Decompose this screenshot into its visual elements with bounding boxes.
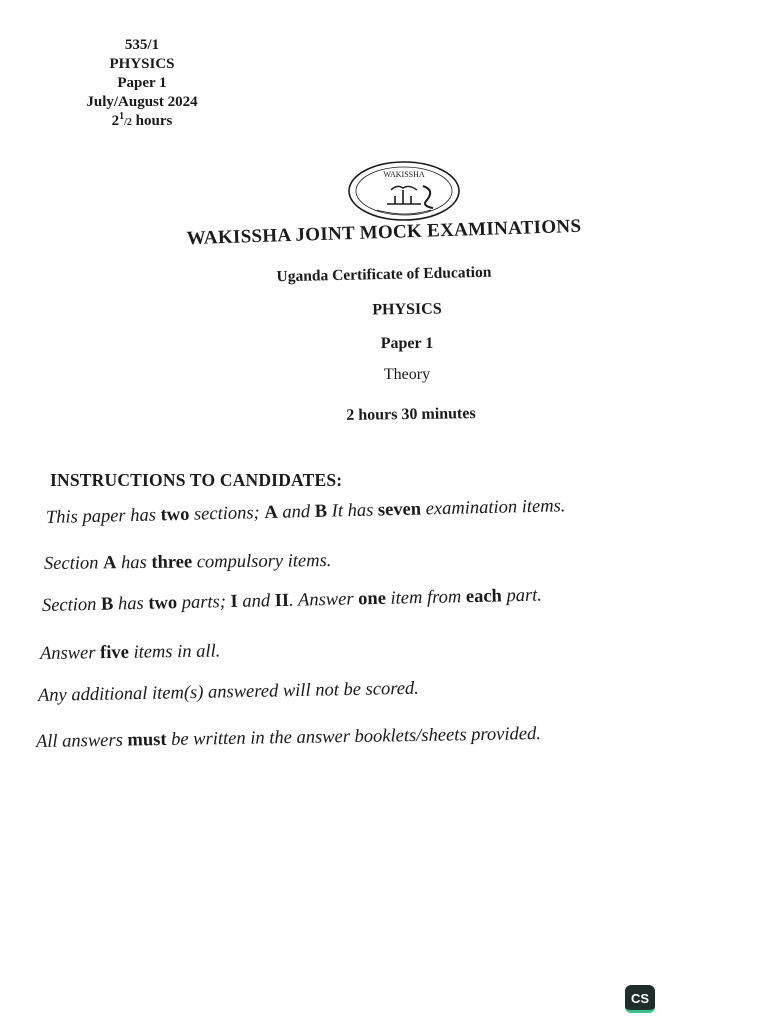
- certificate-name: Uganda Certificate of Education: [276, 263, 492, 286]
- exam-session: July/August 2024: [86, 94, 198, 110]
- paper-subject: PHYSICS: [109, 56, 175, 72]
- logo-text: WAKISSHA: [383, 170, 425, 179]
- instruction-line-4: Answer five items in all.: [39, 641, 221, 664]
- instruction-line-6: All answers must be written in the answer booklets/sheets provided.: [35, 724, 542, 752]
- instruction-line-2: Section A has three compulsory items.: [43, 550, 332, 574]
- instruction-line-3: Section B has two parts; I and II. Answer one item from each part.: [41, 585, 543, 616]
- exam-duration: 2 hours 30 minutes: [346, 405, 476, 424]
- subject-title: PHYSICS: [372, 300, 442, 319]
- paper-code-block: [62, 36, 222, 132]
- camscanner-badge-icon: CS: [625, 985, 655, 1013]
- paper-title: Paper 1: [380, 335, 434, 352]
- instruction-line-5: Any additional item(s) answered will not be scored.: [37, 678, 420, 706]
- instructions-heading: INSTRUCTIONS TO CANDIDATES:: [50, 470, 343, 490]
- paper-code: 535/1: [124, 37, 160, 53]
- instruction-line-1: This paper has two sections; A and B It has seven examination items.: [45, 496, 566, 528]
- exam-title: WAKISSHA JOINT MOCK EXAMINATIONS: [186, 215, 582, 250]
- exam-duration-short: $2^1/2$ hours: [111, 111, 173, 129]
- paper-number: Paper 1: [117, 75, 167, 91]
- paper-kind: Theory: [383, 366, 431, 383]
- wakissha-logo: [347, 160, 461, 222]
